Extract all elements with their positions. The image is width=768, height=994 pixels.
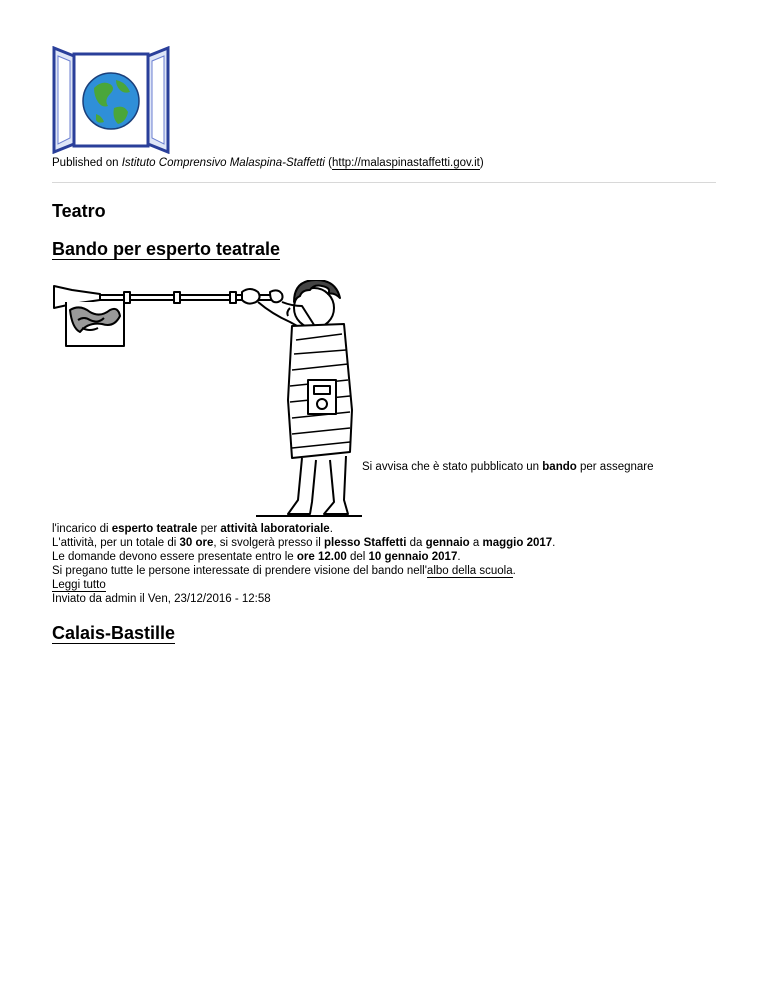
- section-title: Teatro: [52, 201, 106, 221]
- print-page: [52, 46, 716, 644]
- site-name: Istituto Comprensivo Malaspina-Staffetti: [121, 157, 325, 169]
- article-title-link[interactable]: Bando per esperto teatrale: [52, 239, 281, 259]
- article-image-wrap: [52, 280, 716, 518]
- article-paragraph: Si pregano tutte le persone interessate di prendere visione del bando nell'albo della scuola.: [52, 565, 516, 577]
- article-title: [52, 238, 716, 260]
- submitted-info: Inviato da admin il Ven, 23/12/2016 - 12:58: [52, 593, 271, 605]
- herald-trumpeter-illustration: [52, 280, 362, 518]
- article-title: [52, 622, 716, 644]
- article-title-link[interactable]: Calais-Bastille: [52, 623, 176, 643]
- albo-della-scuola-link[interactable]: albo della scuola: [426, 565, 513, 577]
- header-divider: [52, 182, 716, 183]
- article-paragraph: L'attività, per un totale di 30 ore, si svolgerà presso il plesso Staffetti da gennaio a maggio 2017.: [52, 537, 556, 549]
- school-logo-window-globe-icon: [52, 46, 170, 154]
- article-body: [52, 522, 716, 606]
- published-on-line: Published on Istituto Comprensivo Malaspina-Staffetti (http://malaspinastaffetti.gov.it): [52, 157, 484, 169]
- site-url-link[interactable]: http://malaspinastaffetti.gov.it: [332, 157, 480, 169]
- article-paragraph: l'incarico di esperto teatrale per attività laboratoriale.: [52, 523, 333, 535]
- read-more-link[interactable]: Leggi tutto: [52, 579, 106, 591]
- article-intro-line: Si avvisa che è stato pubblicato un bando per assegnare: [362, 461, 654, 473]
- article-paragraph: Le domande devono essere presentate entro le ore 12.00 del 10 gennaio 2017.: [52, 551, 461, 563]
